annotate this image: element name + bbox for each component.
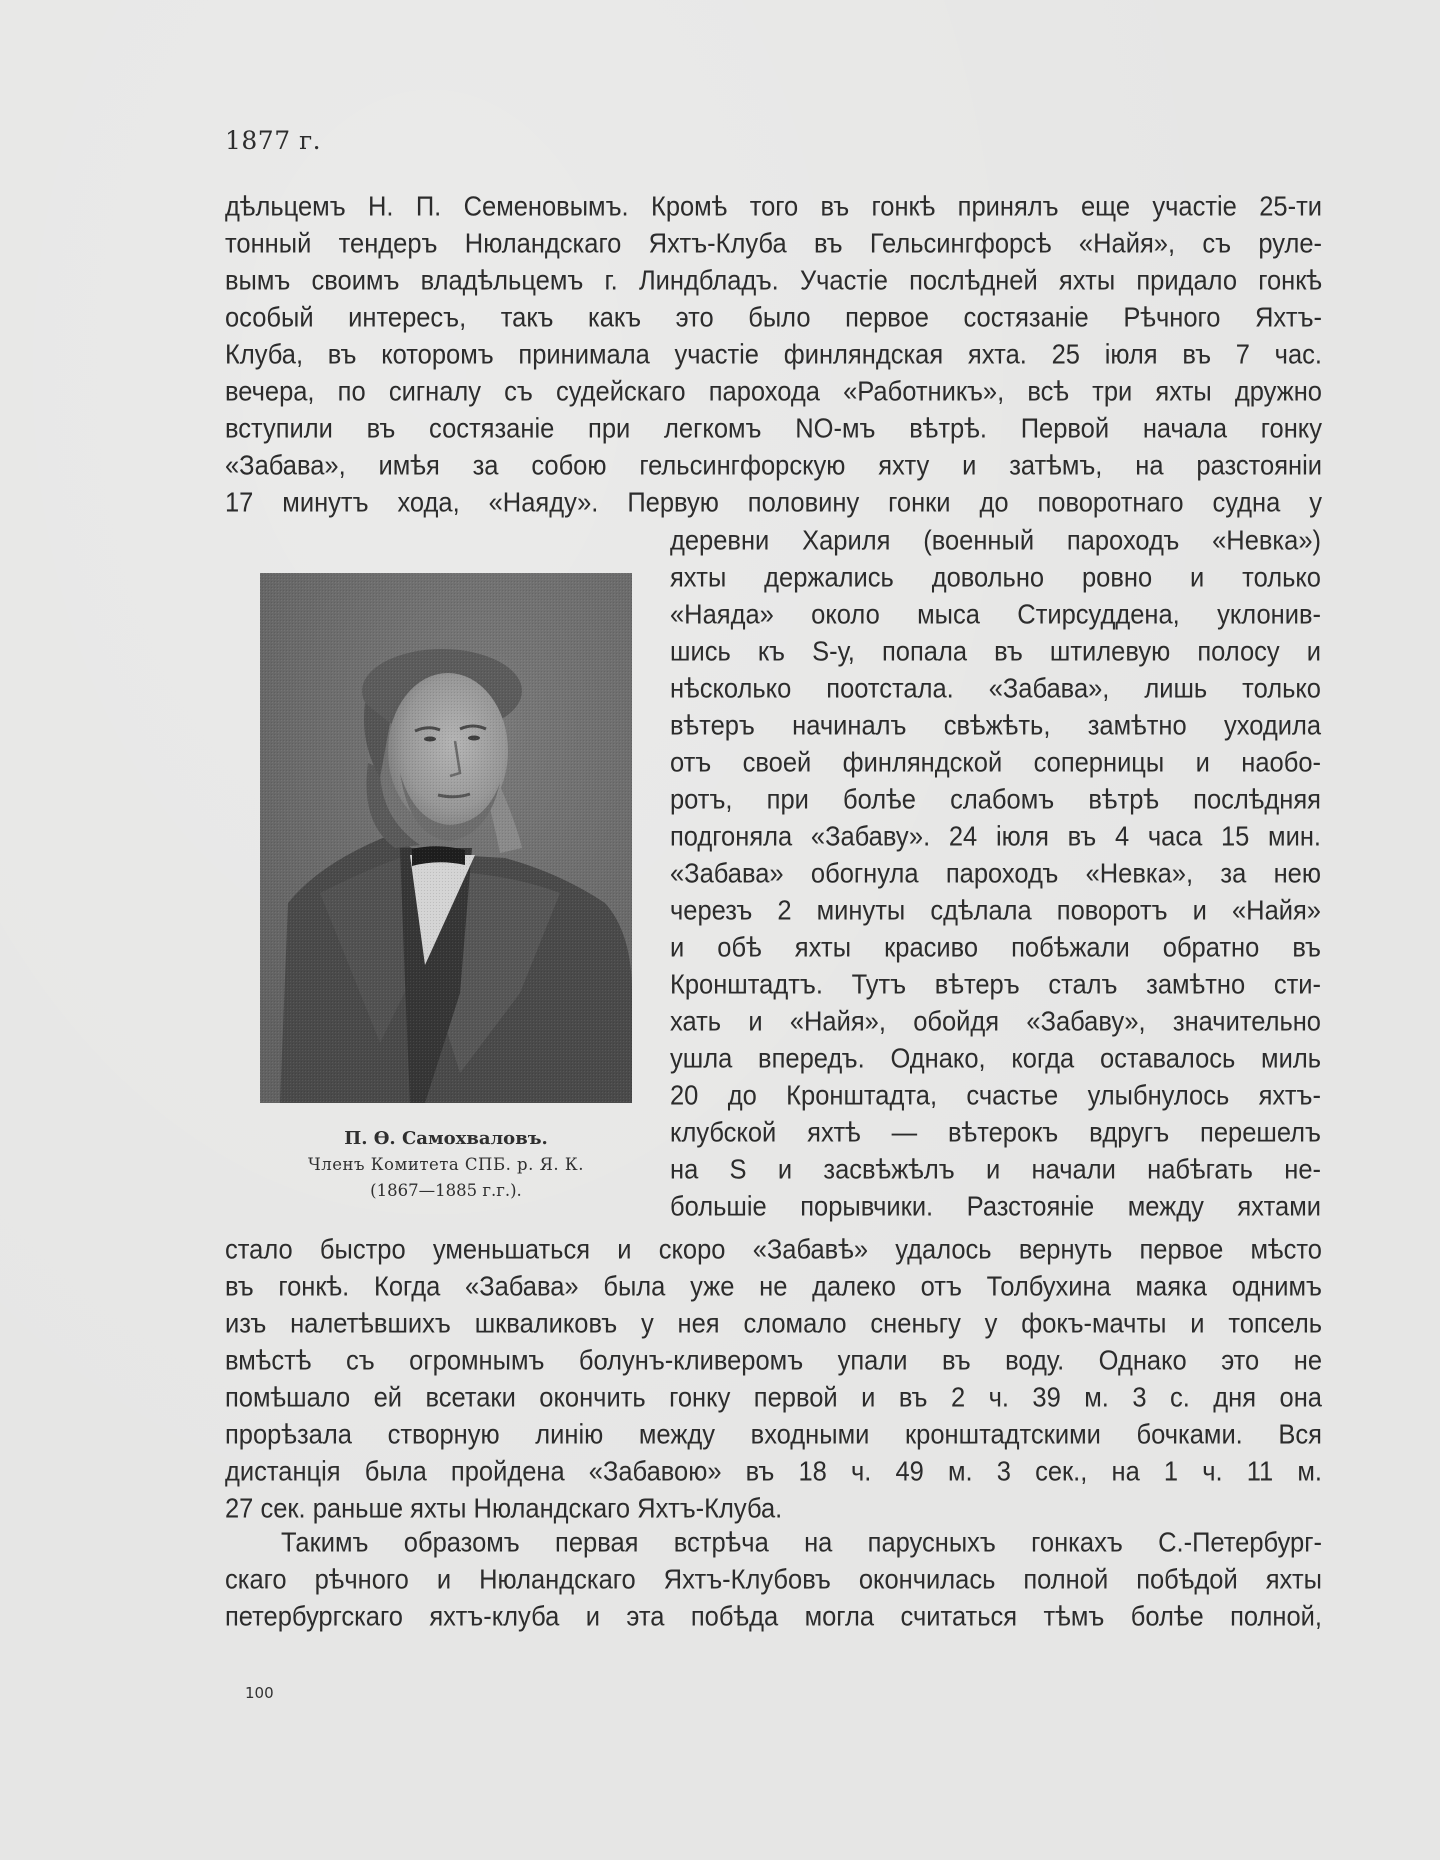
text-line: дистанція была пройдена «Забавою» въ 18 ч. 49 м. 3 сек., на 1 ч. 11 м.: [225, 1456, 1322, 1487]
text-line: вѣтеръ начиналъ свѣжѣть, замѣтно уходила: [670, 710, 1321, 741]
text-line: отъ своей финляндской соперницы и наобо-: [670, 747, 1321, 778]
paragraph-first-line: Такимъ образомъ первая встрѣча на парусныхъ гонкахъ С.-Петербург-: [281, 1527, 1322, 1558]
text-line: вступили въ состязаніе при легкомъ NO-мъ вѣтрѣ. Первой начала гонку: [225, 413, 1322, 444]
text-line: Кронштадтъ. Тутъ вѣтеръ сталъ замѣтно сти-: [670, 969, 1321, 1000]
text-line: «Забава» обогнула пароходъ «Невка», за нею: [670, 858, 1321, 889]
text-line: большіе порывчики. Разстояніе между яхтами: [670, 1191, 1321, 1222]
page-number: 100: [245, 1684, 274, 1702]
figure-caption-years: (1867—1885 г.г.).: [370, 1181, 522, 1200]
text-line: вымъ своимъ владѣльцемъ г. Линдбладъ. Участіе послѣдней яхты придало гонкѣ: [225, 265, 1322, 296]
text-line: прорѣзала створную линію между входными кронштадтскими бочками. Вся: [225, 1419, 1322, 1450]
text-line: 20 до Кронштадта, счастье улыбнулось яхтъ-: [670, 1080, 1321, 1111]
text-line: деревни Хариля (военный пароходъ «Невка»): [670, 525, 1321, 556]
figure-caption-name: П. Ѳ. Самохваловъ.: [344, 1128, 548, 1149]
portrait-photo: [260, 573, 632, 1103]
text-line: черезъ 2 минуты сдѣлала поворотъ и «Найя»: [670, 895, 1321, 926]
text-line: тонный тендеръ Нюландскаго Яхтъ-Клуба въ Гельсингфорсѣ «Найя», съ руле-: [225, 228, 1322, 259]
text-line: помѣшало ей всетаки окончить гонку первой и въ 2 ч. 39 м. 3 с. дня она: [225, 1382, 1322, 1413]
text-line: дѣльцемъ Н. П. Семеновымъ. Кромѣ того въ гонкѣ принялъ еще участіе 25-ти: [225, 191, 1322, 222]
text-line: скаго рѣчного и Нюландскаго Яхтъ-Клубовъ окончилась полной побѣдой яхты: [225, 1564, 1322, 1595]
text-line: «Забава», имѣя за собою гельсингфорскую яхту и затѣмъ, на разстояніи: [225, 450, 1322, 481]
text-line: изъ налетѣвшихъ шкваликовъ у нея сломало сненьгу у фокъ-мачты и топсель: [225, 1308, 1322, 1339]
text-line: 17 минутъ хода, «Наяду». Первую половину гонки до поворотнаго судна у: [225, 487, 1322, 518]
text-line: нѣсколько поотстала. «Забава», лишь только: [670, 673, 1321, 704]
figure-caption-role: Членъ Комитета СПБ. р. Я. К.: [308, 1155, 584, 1174]
text-line: подгоняла «Забаву». 24 іюля въ 4 часа 15 мин.: [670, 821, 1321, 852]
text-line: 27 сек. раньше яхты Нюландскаго Яхтъ-Клуба.: [225, 1493, 783, 1524]
text-line: на S и засвѣжѣлъ и начали набѣгать не-: [670, 1154, 1321, 1185]
text-line: петербургскаго яхтъ-клуба и эта побѣда могла считаться тѣмъ болѣе полной,: [225, 1601, 1322, 1632]
text-line: «Наяда» около мыса Стирсуддена, уклонив-: [670, 599, 1321, 630]
text-line: Клуба, въ которомъ принимала участіе финляндская яхта. 25 іюля въ 7 час.: [225, 339, 1322, 370]
text-line: шись къ S-у, попала въ штилевую полосу и: [670, 636, 1321, 667]
text-line: хать и «Найя», обойдя «Забаву», значительно: [670, 1006, 1321, 1037]
text-line: въ гонкѣ. Когда «Забава» была уже не далеко отъ Толбухина маяка однимъ: [225, 1271, 1322, 1302]
text-line: ушла впередъ. Однако, когда оставалось миль: [670, 1043, 1321, 1074]
text-line: яхты держались довольно ровно и только: [670, 562, 1321, 593]
text-line: вмѣстѣ съ огромнымъ болунъ-кливеромъ упали въ воду. Однако это не: [225, 1345, 1322, 1376]
portrait-illustration: [260, 573, 632, 1103]
running-head-year: 1877 г.: [225, 126, 322, 155]
text-line: стало быстро уменьшаться и скоро «Забавѣ» удалось вернуть первое мѣсто: [225, 1234, 1322, 1265]
text-line: и обѣ яхты красиво побѣжали обратно въ: [670, 932, 1321, 963]
text-line: вечера, по сигналу съ судейскаго парохода «Работникъ», всѣ три яхты дружно: [225, 376, 1322, 407]
text-line: ротъ, при болѣе слабомъ вѣтрѣ послѣдняя: [670, 784, 1321, 815]
text-line: клубской яхтѣ — вѣтерокъ вдругъ перешелъ: [670, 1117, 1321, 1148]
text-line: особый интересъ, такъ какъ это было первое состязаніе Рѣчного Яхтъ-: [225, 302, 1322, 333]
